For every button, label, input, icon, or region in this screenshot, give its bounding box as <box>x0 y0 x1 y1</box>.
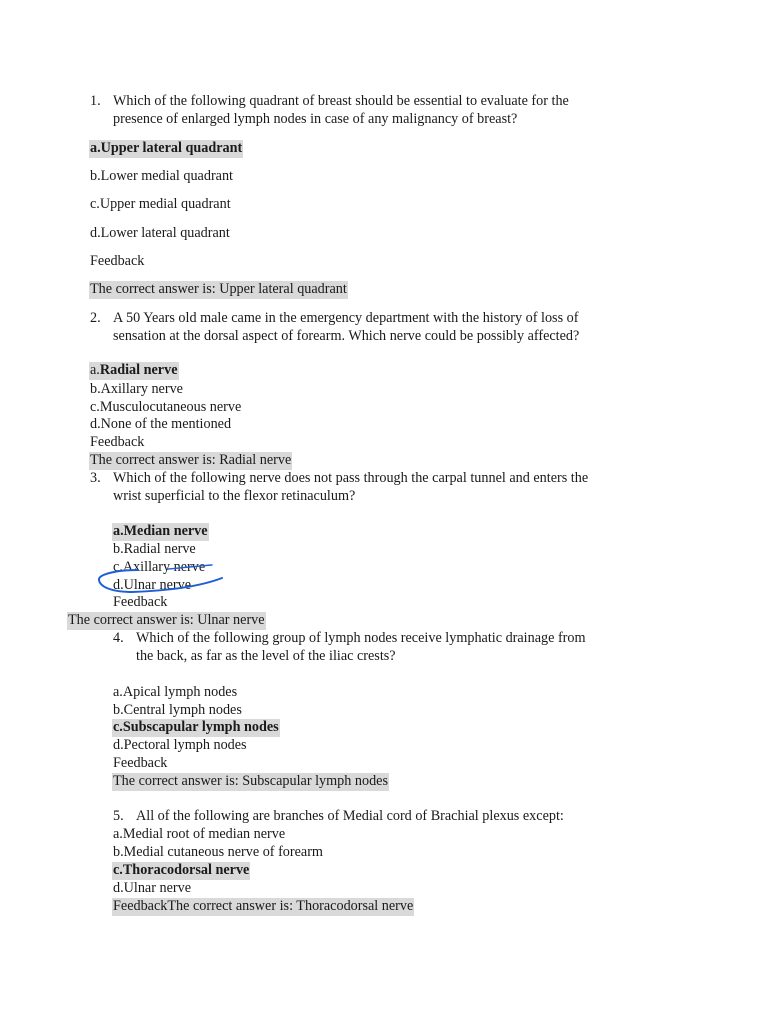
q2-option-b: b.Axillary nerve <box>90 381 183 397</box>
q5-correct-answer: FeedbackThe correct answer is: Thoracodorsal nerve <box>113 898 414 914</box>
q1-option-b: b.Lower medial quadrant <box>90 168 234 184</box>
q4-feedback-label: Feedback <box>113 755 168 771</box>
q3-option-d: d.Ulnar nerve <box>113 577 191 593</box>
q1-number: 1. <box>90 93 101 109</box>
q5-option-b: b.Medial cutaneous nerve of forearm <box>113 844 323 860</box>
q2-correct-answer: The correct answer is: Radial nerve <box>90 452 292 468</box>
q1-text <box>113 93 678 128</box>
q5-text: All of the following are branches of Medial cord of Brachial plexus except: <box>136 808 564 824</box>
q5-option-c-correct: c.Thoracodorsal nerve <box>113 862 250 878</box>
q4-option-b: b.Central lymph nodes <box>113 702 242 718</box>
q3-option-c: c.Axillary nerve <box>113 559 206 575</box>
q3-option-a: a.Median nerve <box>113 523 208 539</box>
q3-number: 3. <box>90 470 101 486</box>
q2-option-d: d.None of the mentioned <box>90 416 232 432</box>
q1-text-line2: presence of enlarged lymph nodes in case of any malignancy of breast? <box>113 110 518 127</box>
q2-option-a-correct <box>89 362 179 380</box>
q4-option-c-correct: c.Subscapular lymph nodes <box>113 719 279 735</box>
q3-text-line1: Which of the following nerve does not pass through the carpal tunnel and enters the <box>113 470 589 486</box>
q2-text-line1: A 50 Years old male came in the emergency department with the history of loss of <box>113 310 579 326</box>
q1-feedback-label: Feedback <box>90 253 145 269</box>
q2-text-line2: sensation at the dorsal aspect of forearm. Which nerve could be possibly affected? <box>113 327 580 344</box>
q2-option-a-prefix: a. <box>90 362 100 378</box>
q3-feedback-label: Feedback <box>113 594 168 610</box>
q2-text <box>113 310 678 345</box>
q4-text-line1: Which of the following group of lymph nodes receive lymphatic drainage from <box>136 630 586 646</box>
q1-correct-answer: The correct answer is: Upper lateral quadrant <box>90 281 347 297</box>
q2-feedback-label: Feedback <box>90 434 145 450</box>
q4-text <box>136 630 678 665</box>
q3-text-line2: wrist superficial to the flexor retinaculum? <box>113 487 356 504</box>
q4-option-a: a.Apical lymph nodes <box>113 684 238 700</box>
q4-option-d: d.Pectoral lymph nodes <box>113 737 247 753</box>
q1-option-d: d.Lower lateral quadrant <box>90 225 230 241</box>
q1-text-line1: Which of the following quadrant of breast should be essential to evaluate for the <box>113 93 569 109</box>
q5-number: 5. <box>113 808 124 824</box>
q4-text-line2: the back, as far as the level of the iliac crests? <box>136 647 396 664</box>
q2-option-a-text: Radial nerve <box>99 362 178 378</box>
q5-option-d: d.Ulnar nerve <box>113 880 191 896</box>
q2-option-c: c.Musculocutaneous nerve <box>90 399 242 415</box>
q4-number: 4. <box>113 630 124 646</box>
q5-option-a: a.Medial root of median nerve <box>113 826 286 842</box>
q3-option-b: b.Radial nerve <box>113 541 196 557</box>
q1-option-a-correct: a.Upper lateral quadrant <box>90 140 243 156</box>
q2-number: 2. <box>90 310 101 326</box>
q4-correct-answer: The correct answer is: Subscapular lymph nodes <box>113 773 389 789</box>
q3-correct-answer: The correct answer is: Ulnar nerve <box>68 612 265 628</box>
q3-text <box>113 470 678 505</box>
q1-option-c: c.Upper medial quadrant <box>90 196 231 212</box>
